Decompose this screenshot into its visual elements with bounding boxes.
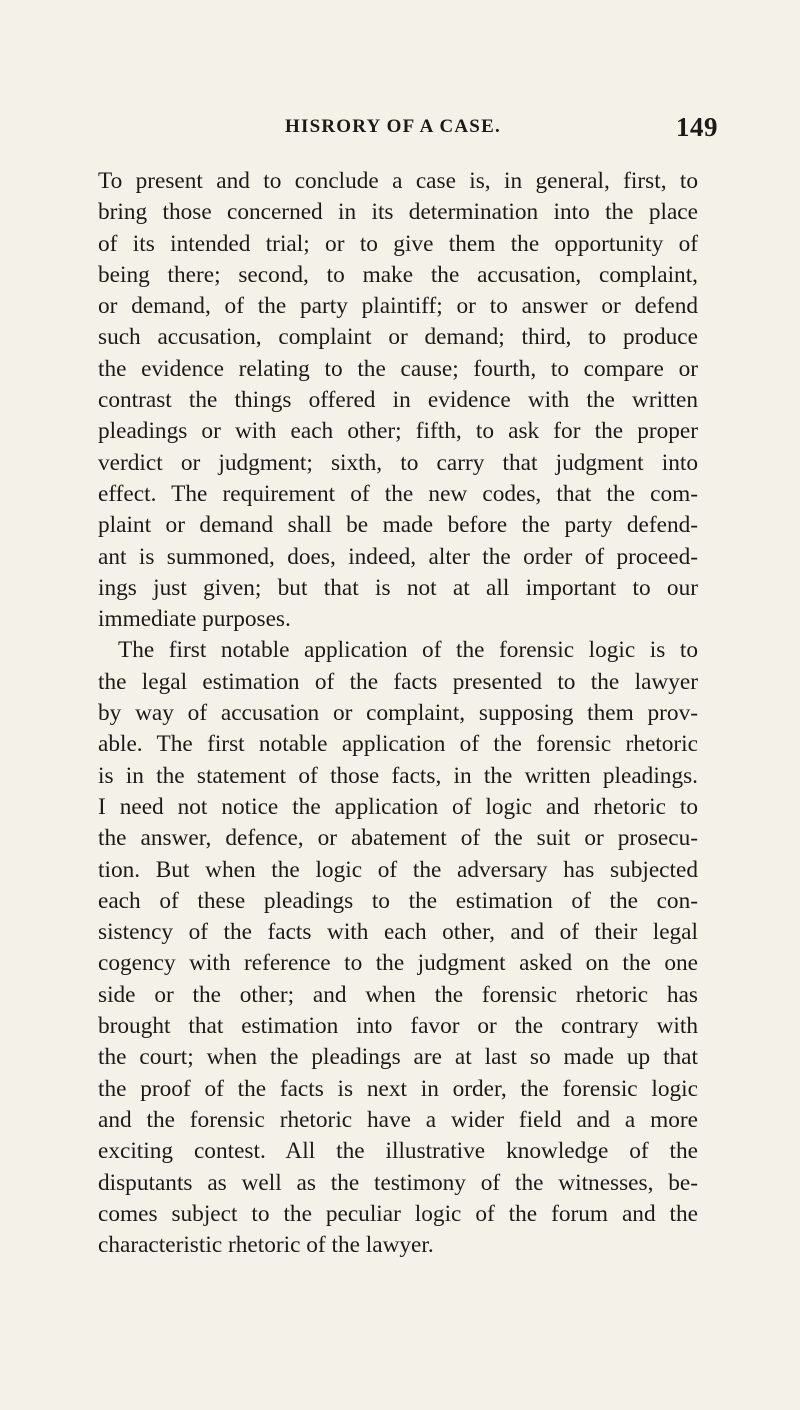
- text-line: plaint or demand shall be made before the party defend-: [98, 512, 698, 539]
- text-line: brought that estimation into favor or the contrary with: [98, 1013, 698, 1040]
- text-line: pleadings or with each other; fifth, to ask for the proper: [98, 418, 698, 445]
- text-line: such accusation, complaint or demand; third, to produce: [98, 324, 698, 351]
- text-line: tion. But when the logic of the adversary has subjected: [98, 856, 698, 883]
- text-line: the legal estimation of the facts presented to the lawyer: [98, 668, 698, 695]
- text-line: exciting contest. All the illustrative knowledge of the: [98, 1138, 698, 1165]
- text-line: ings just given; but that is not at all important to our: [98, 574, 698, 601]
- text-line: characteristic rhetoric of the lawyer.: [98, 1232, 434, 1259]
- text-line: the proof of the facts is next in order, the forensic logic: [98, 1075, 698, 1102]
- text-line: by way of accusation or complaint, supposing them prov-: [98, 700, 698, 727]
- text-line: I need not notice the application of logic and rhetoric to: [98, 793, 698, 820]
- text-line: bring those concerned in its determination into the place: [98, 199, 698, 226]
- text-line: immediate purposes.: [98, 606, 291, 633]
- body-text: [98, 166, 698, 1261]
- page-number: 149: [676, 112, 718, 142]
- text-line: verdict or judgment; sixth, to carry that judgment into: [98, 449, 698, 476]
- text-line: the answer, defence, or abatement of the suit or prosecu-: [98, 825, 698, 852]
- running-head: HISRORY OF A CASE.: [285, 116, 501, 137]
- text-line: and the forensic rhetoric have a wider field and a more: [98, 1106, 698, 1133]
- text-line: disputants as well as the testimony of the witnesses, be-: [98, 1169, 698, 1196]
- text-line: able. The first notable application of the forensic rhetoric: [98, 731, 698, 758]
- text-line: the court; when the pleadings are at last so made up that: [98, 1044, 698, 1071]
- text-line: each of these pleadings to the estimation of the con-: [98, 887, 698, 914]
- text-line: sistency of the facts with each other, and of their legal: [98, 919, 698, 946]
- text-line: being there; second, to make the accusation, complaint,: [98, 261, 698, 288]
- text-line: comes subject to the peculiar logic of the forum and the: [98, 1200, 698, 1227]
- text-line: side or the other; and when the forensic rhetoric has: [98, 981, 698, 1008]
- text-line: contrast the things offered in evidence with the written: [98, 387, 698, 414]
- text-line: the evidence relating to the cause; fourth, to compare or: [98, 355, 698, 382]
- text-line: effect. The requirement of the new codes, that the com-: [98, 480, 698, 507]
- text-line: of its intended trial; or to give them the opportunity of: [98, 230, 698, 257]
- text-line: The first notable application of the forensic logic is to: [118, 637, 698, 664]
- text-line: ant is summoned, does, indeed, alter the order of proceed-: [98, 543, 698, 570]
- text-line: To present and to conclude a case is, in general, first, to: [98, 168, 698, 194]
- text-line: or demand, of the party plaintiff; or to answer or defend: [98, 293, 698, 320]
- text-line: cogency with reference to the judgment asked on the one: [98, 950, 698, 977]
- text-line: is in the statement of those facts, in the written pleadings.: [98, 762, 698, 789]
